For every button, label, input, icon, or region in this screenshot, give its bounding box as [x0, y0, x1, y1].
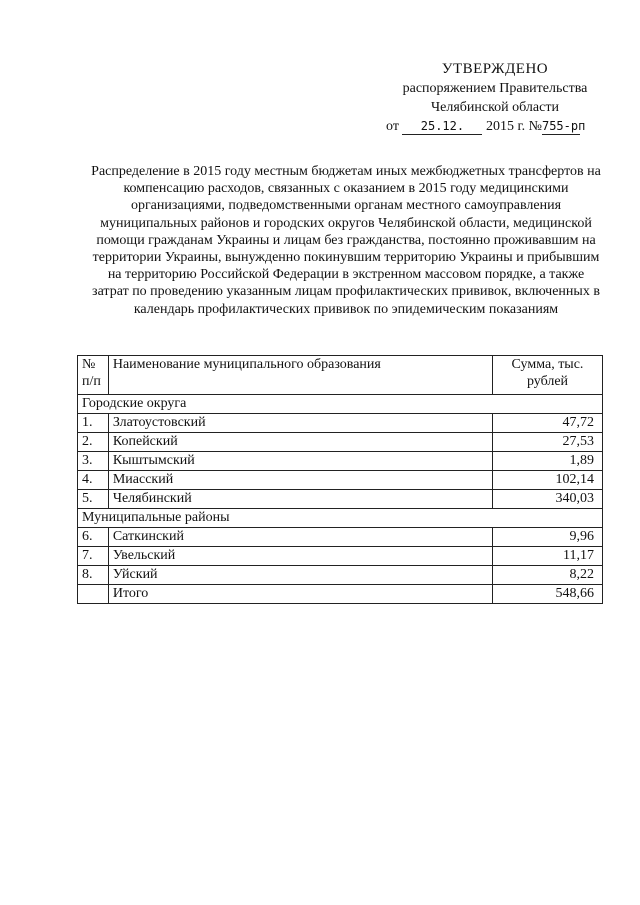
- row-num: 3.: [78, 452, 109, 471]
- year-text: 2015 г. №: [485, 119, 542, 134]
- total-row: [78, 585, 603, 604]
- row-sum: 340,03: [493, 490, 603, 509]
- row-name: Кыштымский: [108, 452, 492, 471]
- row-name: Златоустовский: [108, 414, 492, 433]
- total-num-empty: [78, 585, 109, 604]
- approval-heading: УТВЕРЖДЕНО: [441, 61, 549, 77]
- row-sum: 9,96: [493, 528, 603, 547]
- table-header-row: [78, 356, 603, 395]
- row-num: 6.: [78, 528, 109, 547]
- section-row-city-districts: [78, 395, 603, 414]
- approval-stamp-block: [380, 60, 610, 136]
- table-row: [78, 566, 603, 585]
- row-name: Увельский: [108, 547, 492, 566]
- allocation-table: [77, 355, 603, 604]
- row-num: 8.: [78, 566, 109, 585]
- table-row: [78, 452, 603, 471]
- approval-date-line: [380, 117, 610, 136]
- table-row: [78, 414, 603, 433]
- header-sum: Сумма, тыс. рублей: [493, 356, 603, 395]
- total-sum: 548,66: [493, 585, 603, 604]
- row-sum: 102,14: [493, 471, 603, 490]
- table-row: [78, 547, 603, 566]
- approval-line-2: Челябинской области: [431, 100, 559, 115]
- row-name: Челябинский: [108, 490, 492, 509]
- section-row-municipal-districts: [78, 509, 603, 528]
- row-num: 4.: [78, 471, 109, 490]
- date-prefix: от: [386, 119, 399, 134]
- row-sum: 8,22: [493, 566, 603, 585]
- section-label: Муниципальные районы: [78, 509, 603, 528]
- row-sum: 11,17: [493, 547, 603, 566]
- table-row: [78, 528, 603, 547]
- approval-date: 25.12.: [402, 119, 482, 135]
- row-sum: 27,53: [493, 433, 603, 452]
- row-sum: 1,89: [493, 452, 603, 471]
- section-label: Городские округа: [78, 395, 603, 414]
- table-row: [78, 471, 603, 490]
- row-num: 2.: [78, 433, 109, 452]
- document-title: Распределение в 2015 году местным бюджетам иных межбюджетных трансфертов на компенсацию расходов, связанных с оказанием в 2015 году медицинскими организациями, подведомственными органам местного самоуправления муниципальных районов и городских округов Челябинской области, медицинской помощи гражданам Украины и лицам без гражданства, постоянно проживавшим на территории Украины, вынужденно покинувшим территорию Украины и прибывшим на территорию Российской Федерации в экстренном массовом порядке, а также затрат по проведению указанным лицам профилактических прививок, включенных в календарь профилактических прививок по эпидемическим показаниям: [91, 164, 601, 317]
- table-row: [78, 433, 603, 452]
- total-label: Итого: [108, 585, 492, 604]
- row-name: Саткинский: [108, 528, 492, 547]
- row-num: 5.: [78, 490, 109, 509]
- header-num: № п/п: [78, 356, 109, 395]
- approval-number: 755-рп: [541, 119, 586, 133]
- table-row: [78, 490, 603, 509]
- row-name: Уйский: [108, 566, 492, 585]
- row-sum: 47,72: [493, 414, 603, 433]
- row-name: Миасский: [108, 471, 492, 490]
- row-name: Копейский: [108, 433, 492, 452]
- header-name: Наименование муниципального образования: [108, 356, 492, 395]
- approval-line-1: распоряжением Правительства: [402, 81, 588, 96]
- row-num: 7.: [78, 547, 109, 566]
- row-num: 1.: [78, 414, 109, 433]
